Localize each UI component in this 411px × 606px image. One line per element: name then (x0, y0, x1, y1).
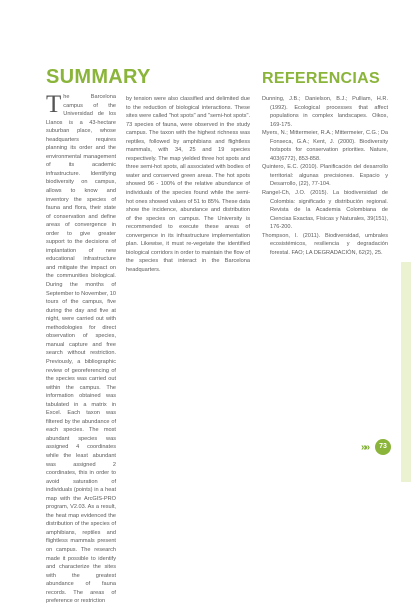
reference-item: Quintero, E.C. (2010). Planificación del desarrollo territorial: algunas precisiones. Espacio y Desarrollo, (22), 77-104. (262, 164, 388, 188)
summary-column-2 (126, 95, 250, 274)
decorative-stripe (401, 262, 411, 482)
reference-item: Myers, N.; Mittermeier, R.A.; Mittermeier, C.G.; Da Fonseca, G.A.; Kent, J. (2000). Biodiversity hotspots for conservation priorities. Nature, 403(6772), 853-858. (262, 130, 388, 162)
drop-cap: T (46, 91, 62, 118)
reference-item: Thompson, I. (2011). Biodiversidad, umbrales ecosistémicos, resiliencia y degradación forestal. FAO; LA DEGRADACIÓN, 62(2), 25. (262, 232, 388, 256)
page-number-badge: 73 (375, 439, 391, 455)
summary-paragraph-1 (46, 93, 116, 606)
reference-item: Dunning, J.B.; Danielson, B.J.; Pulliam, H.R. (1992). Ecological processes that affect populations in complex landscapes. Oikos, 169-175. (262, 96, 388, 128)
summary-text-2: by tension were also classified and delimited due to the reduction of biological interactions. These sites were called "hot spots" and "semi-hot spots". 73 species of fauna, were observed in the study campus. The taxon with the highest richness was reptiles, followed by amphibians and flightless mammals, with 34, 25 and 19 species respectively. The map yielded three hot spots and three semi-hot spots, all associated with bodies of water and conserved green areas. The hot spots showed 96 - 100% of the relative abundance of individuals of the species found while the semi-hot ones showed values of 51 to 85%. These data show the incidence, abundance and distribution of the species on campus. The University is recommended to execute these areas of convergence in its infrastructure implementation plan. Likewise, it must re-vegetate the identified biological corridors in order to maintain the flow of the species that interact in the Barcelona headquarters. (126, 96, 250, 273)
references-heading: REFERENCIAS (262, 70, 380, 87)
reference-item: Rangel-Ch, J.O. (2015). La biodiversidad de Colombia: significado y distribución regional. Revista de la Academia Colombiana de Ciencias Exactas, Físicas y Naturales, 39(151), 176-200. (262, 190, 388, 231)
summary-column-1 (46, 93, 116, 606)
summary-heading: SUMMARY (46, 66, 151, 88)
references-list (262, 95, 388, 257)
double-chevron-icon: »» (361, 442, 369, 453)
summary-text-1: he Barcelona campus of the Universidad de los Llanos is a 43-hectare suburban place, whose headquarters requires planning its order and the environmental management of its academic infrastructure. Identifying biodiversity on campus, allows to know and inventory the species of fauna and flora, their state of conservation and define areas of convergence in order to give greater support to the decisions of implantation of new educational infrastructure and mitigate the impact on the communities biological. During the months of September to November, 10 tours of the campus, five during the day and five at night, were carried out with methodologies for direct observation of species, manual capture and free search without restriction. Previously, a bibliographic review of georeferencing of the species was carried out within the campus. The information obtained was tabulated in a matrix in Excel. Each taxon was filtered by the abundance of each species. The most abundant species was assigned 4 coordinates while the least abundant was assigned 2 coordinates, this in order to avoid saturation of individuals (points) in a heat map with the ArcGIS-PRO program, V2.03. As a result, the heat map evidenced the distribution of the species of amphibians, reptiles and flightless mammals present on campus. The research made it possible to identify and characterize the sites with the greatest abundance of fauna records. The areas of preference or restriction (46, 94, 116, 605)
